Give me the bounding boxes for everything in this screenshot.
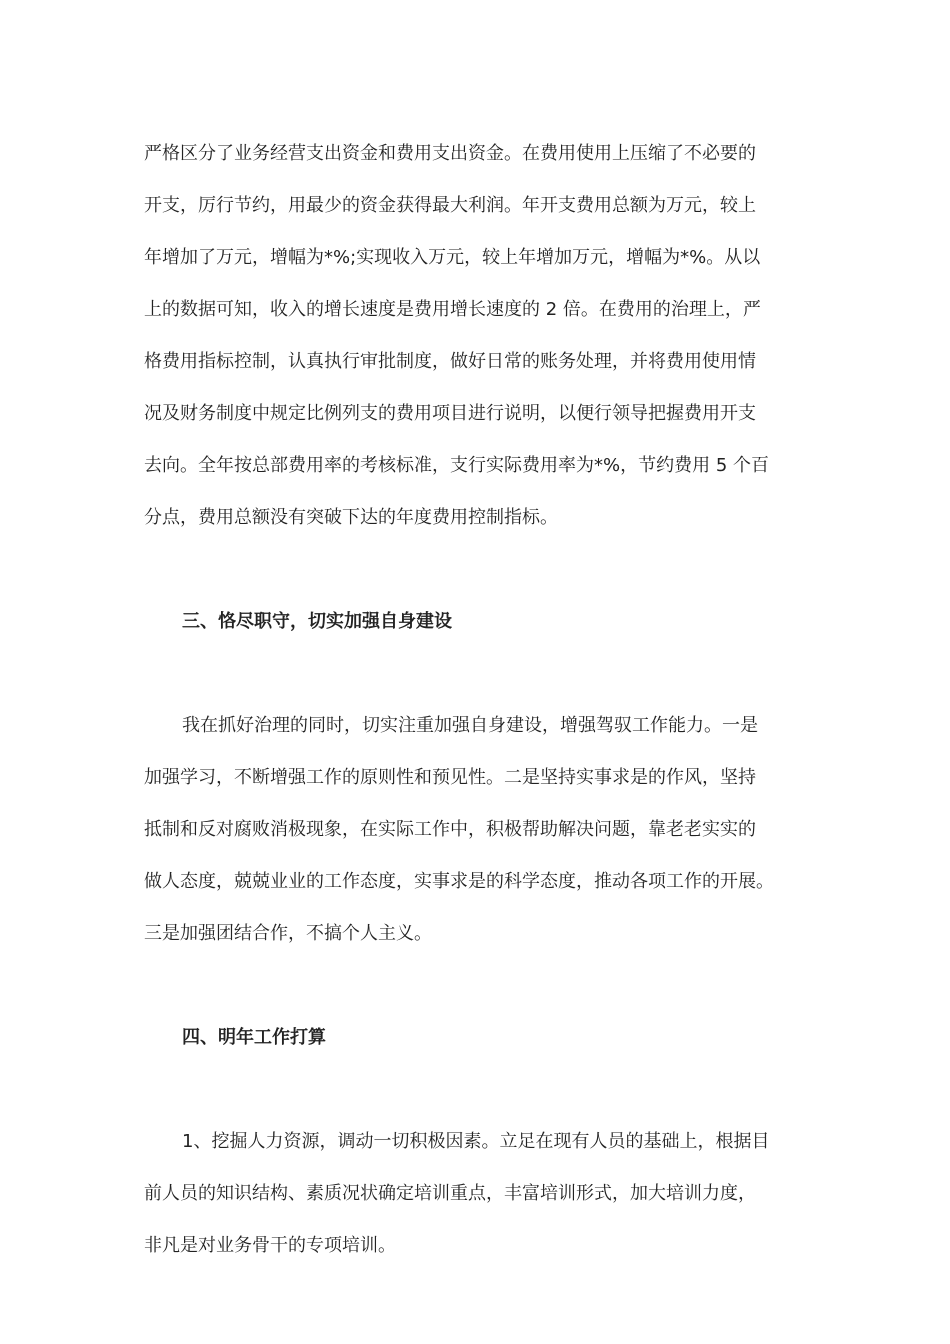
text-line: 去向。全年按总部费用率的考核标准，支行实际费用率为*%，节约费用 5 个百 <box>144 455 769 476</box>
text-line: 做人态度，兢兢业业的工作态度，实事求是的科学态度，推动各项工作的开展。 <box>144 871 774 892</box>
text-line: 加强学习，不断增强工作的原则性和预见性。二是坚持实事求是的作风，坚持 <box>144 767 756 788</box>
text-line: 严格区分了业务经营支出资金和费用支出资金。在费用使用上压缩了不必要的 <box>144 143 756 164</box>
text-line: 1、挖掘人力资源，调动一切积极因素。立足在现有人员的基础上，根据目 <box>182 1131 770 1152</box>
section-heading-3: 三、恪尽职守，切实加强自身建设 <box>182 611 452 632</box>
text-line: 况及财务制度中规定比例列支的费用项目进行说明，以便行领导把握费用开支 <box>144 403 756 424</box>
text-line: 格费用指标控制，认真执行审批制度，做好日常的账务处理，并将费用使用情 <box>144 351 756 372</box>
text-line: 抵制和反对腐败消极现象，在实际工作中，积极帮助解决问题，靠老老实实的 <box>144 819 756 840</box>
paragraph-spacer <box>144 648 806 700</box>
text-line: 分点，费用总额没有突破下达的年度费用控制指标。 <box>144 507 558 528</box>
text-line: 非凡是对业务骨干的专项培训。 <box>144 1235 396 1256</box>
paragraph-spacer <box>144 960 806 1012</box>
paragraph-human-resources <box>144 1116 806 1272</box>
text-line: 我在抓好治理的同时，切实注重加强自身建设，增强驾驭工作能力。一是 <box>182 715 758 736</box>
text-line: 开支，厉行节约，用最少的资金获得最大利润。年开支费用总额为万元，较上 <box>144 195 756 216</box>
document-body <box>144 128 806 1272</box>
text-line: 年增加了万元，增幅为*%;实现收入万元，较上年增加万元，增幅为*%。从以 <box>144 247 761 268</box>
text-line: 三是加强团结合作，不搞个人主义。 <box>144 923 432 944</box>
text-line: 前人员的知识结构、素质况状确定培训重点，丰富培训形式，加大培训力度， <box>144 1183 756 1204</box>
paragraph-expense-control <box>144 128 806 544</box>
text-line: 上的数据可知，收入的增长速度是费用增长速度的 2 倍。在费用的治理上，严 <box>144 299 761 320</box>
paragraph-spacer <box>144 1064 806 1116</box>
section-heading-4: 四、明年工作打算 <box>182 1027 326 1048</box>
paragraph-spacer <box>144 544 806 596</box>
paragraph-self-development <box>144 700 806 960</box>
